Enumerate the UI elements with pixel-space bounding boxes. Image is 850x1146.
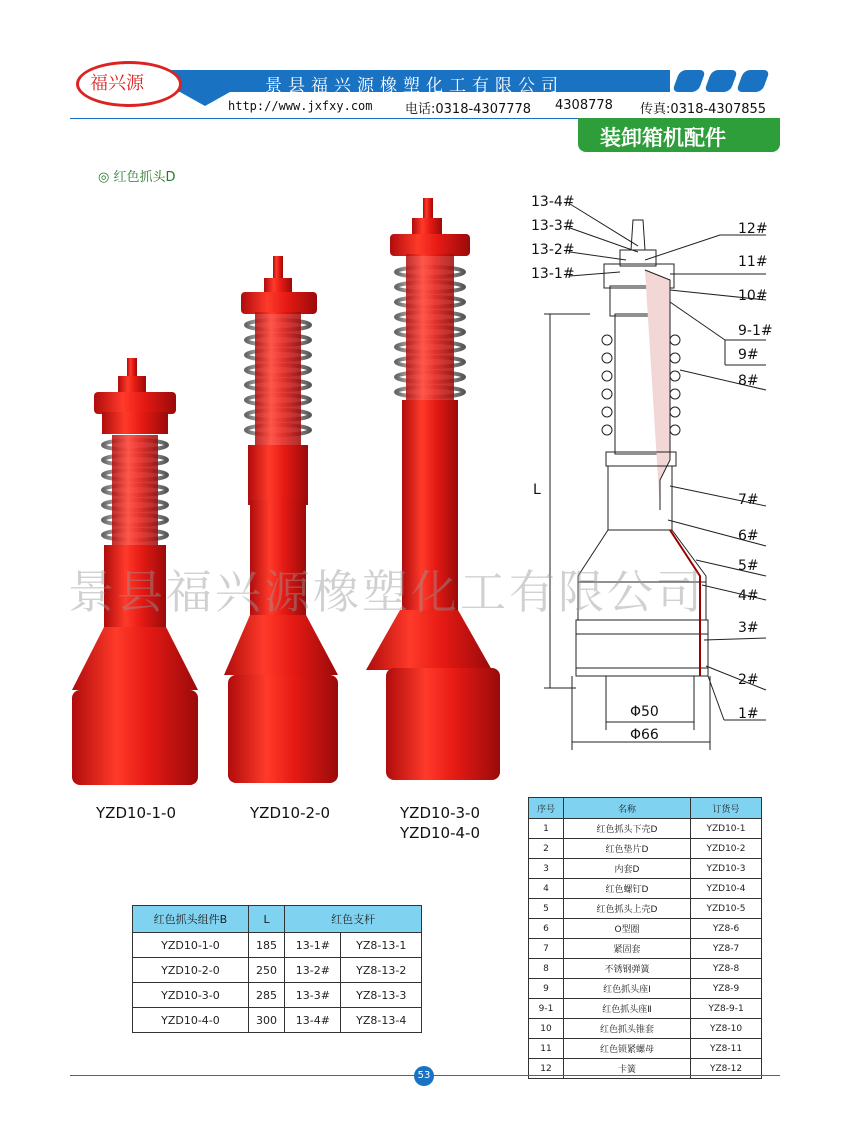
phone-number-2: 4308778 <box>555 98 613 113</box>
table-row <box>133 933 422 958</box>
table-header: 序号 <box>529 798 564 819</box>
product-photos <box>60 190 520 790</box>
table-cell: 9-1 <box>529 999 564 1019</box>
header-stripe <box>672 70 706 92</box>
website-link[interactable]: http://www.jxfxy.com <box>228 99 373 113</box>
diagram-label: 8# <box>738 373 759 389</box>
logo-text: 福兴源 <box>90 73 144 94</box>
table-cell: 1 <box>529 819 564 839</box>
arrow-icon: ↘ <box>192 66 204 82</box>
header-stripe <box>736 70 770 92</box>
section-title: ◎ 红色抓头D <box>98 170 176 185</box>
table-header: 红色支杆 <box>285 906 422 933</box>
table-cell: 3 <box>529 859 564 879</box>
table-cell: YZ8-12 <box>691 1059 762 1079</box>
table-cell: YZ8-7 <box>691 939 762 959</box>
table-cell: YZD10-1 <box>691 819 762 839</box>
table-cell: YZ8-9-1 <box>691 999 762 1019</box>
diagram-label: 9-1# <box>738 323 773 339</box>
table-row <box>529 859 762 879</box>
diagram-label: 5# <box>738 558 759 574</box>
table-cell: YZD10-1-0 <box>133 933 249 958</box>
table-row <box>529 899 762 919</box>
table-cell: 红色抓头锥套 <box>564 1019 691 1039</box>
table-cell: YZ8-11 <box>691 1039 762 1059</box>
category-title: 装卸箱机配件 <box>600 125 726 150</box>
diagram-label: 13-2# <box>531 242 575 258</box>
product-3-caption: YZD10-3-0 <box>400 804 480 822</box>
table-cell: YZ8-13-1 <box>341 933 422 958</box>
table-cell: YZD10-3-0 <box>133 983 249 1008</box>
dimension-phi50: Φ50 <box>630 704 659 720</box>
table-header: L <box>248 906 284 933</box>
table-cell: 不锈钢弹簧 <box>564 959 691 979</box>
product-3-image <box>366 198 500 780</box>
phone-number: 电话:0318-4307778 <box>405 102 532 117</box>
diagram-label: 12# <box>738 221 768 237</box>
table-cell: 红色抓头上壳D <box>564 899 691 919</box>
diagram-label: 4# <box>738 588 759 604</box>
product-2-image <box>224 256 338 783</box>
table-cell: 6 <box>529 919 564 939</box>
page-number: 53 <box>414 1066 434 1086</box>
table-cell: YZD10-4 <box>691 879 762 899</box>
table-row <box>529 1039 762 1059</box>
table-header: 名称 <box>564 798 691 819</box>
table-cell: O型圈 <box>564 919 691 939</box>
table-cell: YZD10-2 <box>691 839 762 859</box>
table-cell: 185 <box>248 933 284 958</box>
table-row <box>133 983 422 1008</box>
table-cell: 285 <box>248 983 284 1008</box>
table-cell: 内套D <box>564 859 691 879</box>
table-cell: YZD10-2-0 <box>133 958 249 983</box>
dimension-L: L <box>533 482 541 498</box>
diagram-label: 1# <box>738 706 759 722</box>
company-name: 景县福兴源橡塑化工有限公司 <box>265 76 564 96</box>
header-stripe <box>704 70 738 92</box>
fax-number: 传真:0318-4307855 <box>640 102 767 117</box>
table-cell: 250 <box>248 958 284 983</box>
table-row <box>529 939 762 959</box>
table-cell: 红色螺钉D <box>564 879 691 899</box>
diagram-label: 6# <box>738 528 759 544</box>
table-cell: 红色锁紧螺母 <box>564 1039 691 1059</box>
product-1-caption: YZD10-1-0 <box>96 804 176 822</box>
table-cell: YZD10-4-0 <box>133 1008 249 1033</box>
table-cell: 9 <box>529 979 564 999</box>
assembly-table <box>132 905 422 1033</box>
diagram-label: 13-1# <box>531 266 575 282</box>
table-cell: 红色抓头下壳D <box>564 819 691 839</box>
diagram-label: 9# <box>738 347 759 363</box>
table-cell: 13-1# <box>285 933 341 958</box>
table-row <box>529 819 762 839</box>
table-cell: 2 <box>529 839 564 859</box>
table-row <box>529 839 762 859</box>
table-row <box>529 959 762 979</box>
table-cell: 卡簧 <box>564 1059 691 1079</box>
table-cell: 红色抓头座Ⅱ <box>564 999 691 1019</box>
table-cell: 13-3# <box>285 983 341 1008</box>
table-cell: 13-4# <box>285 1008 341 1033</box>
table-cell: 300 <box>248 1008 284 1033</box>
table-cell: 11 <box>529 1039 564 1059</box>
table-cell: 7 <box>529 939 564 959</box>
table-cell: YZ8-13-4 <box>341 1008 422 1033</box>
product-4-caption: YZD10-4-0 <box>400 824 480 842</box>
table-cell: YZ8-9 <box>691 979 762 999</box>
table-cell: 红色抓头座Ⅰ <box>564 979 691 999</box>
table-row <box>529 1019 762 1039</box>
table-row <box>529 999 762 1019</box>
table-cell: YZ8-8 <box>691 959 762 979</box>
diagram-label: 2# <box>738 672 759 688</box>
table-row <box>529 919 762 939</box>
table-row <box>529 979 762 999</box>
header-notch <box>180 92 230 106</box>
dimension-phi66: Φ66 <box>630 727 659 743</box>
table-row <box>133 1008 422 1033</box>
table-cell: YZ8-13-3 <box>341 983 422 1008</box>
table-header: 红色抓头组件B <box>133 906 249 933</box>
table-cell: YZ8-10 <box>691 1019 762 1039</box>
table-header: 订货号 <box>691 798 762 819</box>
table-cell: 12 <box>529 1059 564 1079</box>
diagram-label: 3# <box>738 620 759 636</box>
diagram-label: 13-4# <box>531 194 575 210</box>
diagram-label: 10# <box>738 288 768 304</box>
table-cell: YZ8-13-2 <box>341 958 422 983</box>
table-row <box>529 879 762 899</box>
product-2-caption: YZD10-2-0 <box>250 804 330 822</box>
watermark: 景县福兴源橡塑化工有限公司 <box>68 565 705 619</box>
diagram-label: 13-3# <box>531 218 575 234</box>
table-cell: 紧固套 <box>564 939 691 959</box>
parts-table <box>528 797 762 1079</box>
table-cell: 4 <box>529 879 564 899</box>
diagram-label: 7# <box>738 492 759 508</box>
diagram-label: 11# <box>738 254 768 270</box>
table-cell: 10 <box>529 1019 564 1039</box>
table-cell: YZD10-5 <box>691 899 762 919</box>
table-row <box>133 958 422 983</box>
table-cell: 红色垫片D <box>564 839 691 859</box>
table-cell: YZ8-6 <box>691 919 762 939</box>
table-cell: 13-2# <box>285 958 341 983</box>
table-cell: 8 <box>529 959 564 979</box>
table-cell: 5 <box>529 899 564 919</box>
table-cell: YZD10-3 <box>691 859 762 879</box>
